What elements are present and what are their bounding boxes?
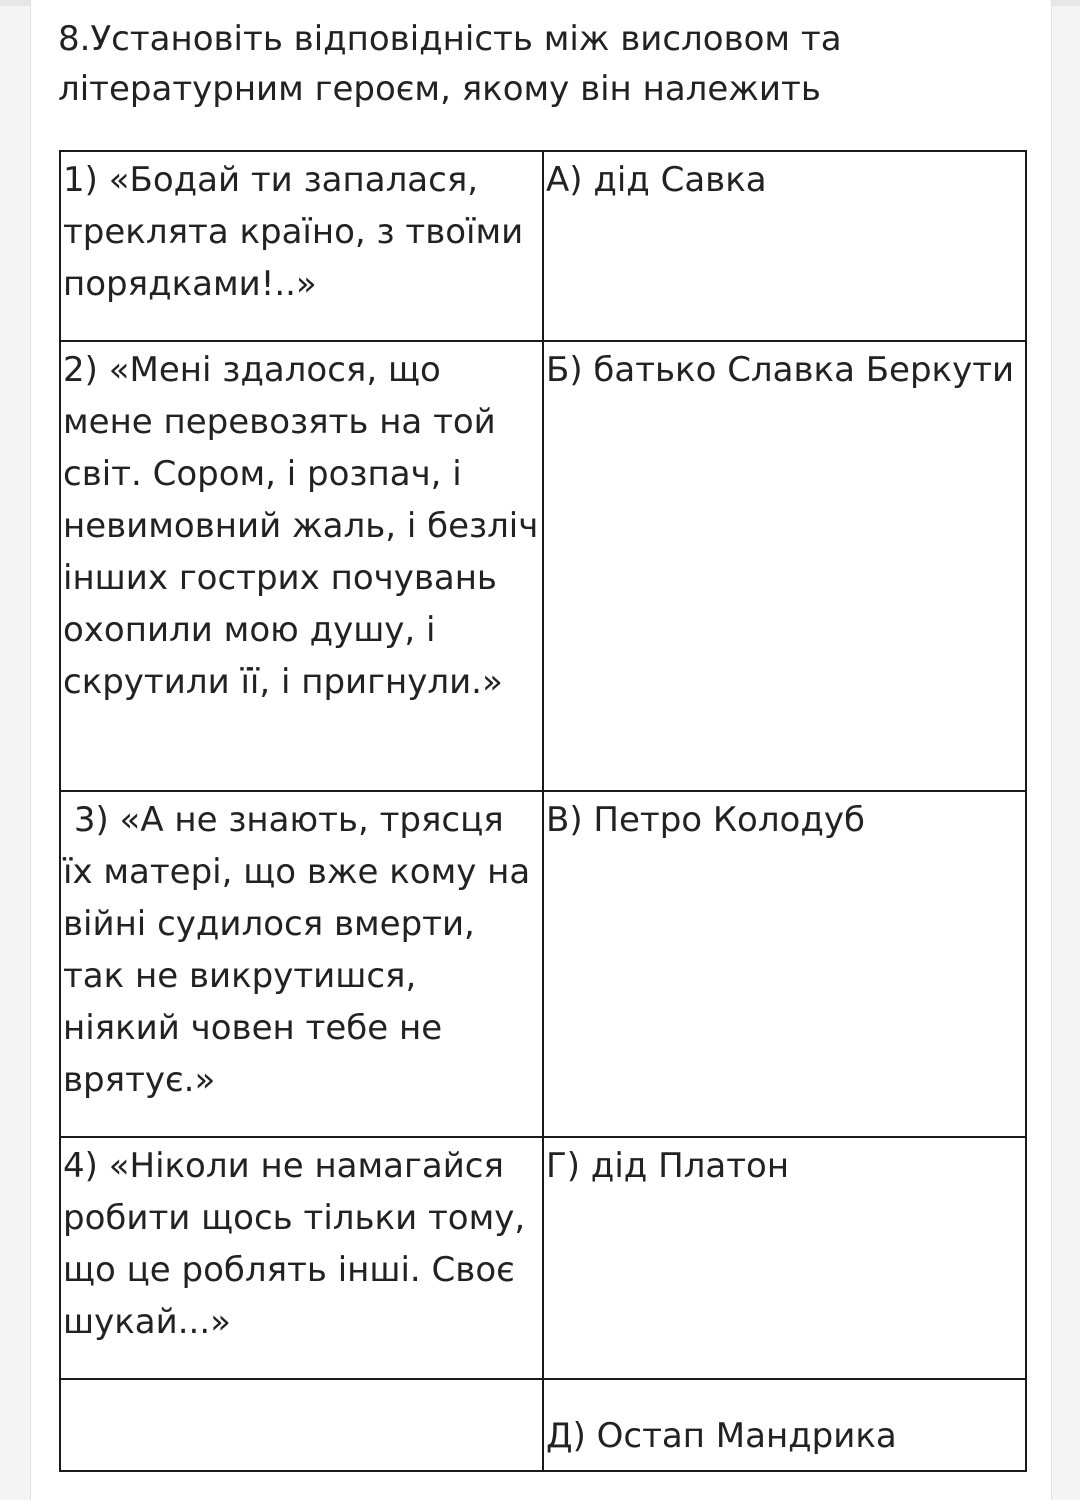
- hero-cell-v: В) Петро Колодуб: [543, 791, 1026, 1137]
- quote-cell-empty: [60, 1379, 543, 1471]
- hero-cell-a: А) дід Савка: [543, 151, 1026, 341]
- table-row: [60, 341, 1026, 791]
- table-row: [60, 791, 1026, 1137]
- hero-cell-b: Б) батько Славка Беркути: [543, 341, 1026, 791]
- quote-cell-3: 3) «А не знають, трясця їх матері, що вже кому на війні судилося вмерти, так не викрутишся, ніякий човен тебе не врятує.»: [60, 791, 543, 1137]
- hero-cell-d: Д) Остап Мандрика: [543, 1379, 1026, 1471]
- matching-table: [59, 150, 1027, 1472]
- table-row: [60, 1137, 1026, 1379]
- quote-cell-1: 1) «Бодай ти запалася, треклята країно, з твоїми порядками!..»: [60, 151, 543, 341]
- question-text: 8.Установіть відповідність між висловом та літературним героєм, якому він належить: [58, 19, 842, 109]
- hero-cell-g: Г) дід Платон: [543, 1137, 1026, 1379]
- table-row: [60, 151, 1026, 341]
- table-row: [60, 1379, 1026, 1471]
- quote-cell-2: 2) «Мені здалося, що мене перевозять на той світ. Сором, і розпач, і невимовний жаль, і безліч інших гострих почувань охопили мою душу, і скрутили її, і пригнули.»: [60, 341, 543, 791]
- quote-cell-4: 4) «Ніколи не намагайся робити щось тільки тому, що це роблять інші. Своє шукай...»: [60, 1137, 543, 1379]
